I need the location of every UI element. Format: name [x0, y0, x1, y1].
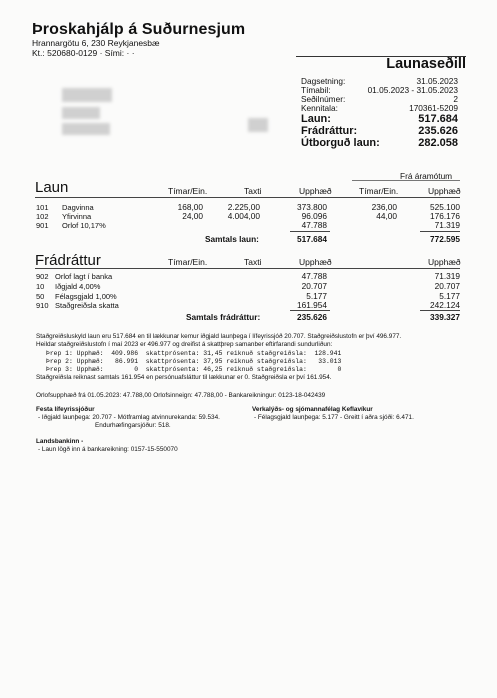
info-row: Dagsetning: 31.05.2023: [301, 76, 458, 86]
fradr-title: Frádráttur: [35, 252, 101, 269]
info-row: Tímabil: 01.05.2023 - 31.05.2023: [301, 85, 458, 95]
fradr-header-rate: Taxti: [244, 257, 262, 267]
fund-right-title: Verkalýðs- og sjómannafélag Keflavíkur: [252, 406, 373, 413]
fradr-total: 235.626: [297, 312, 327, 322]
laun-ytd-total: 772.595: [430, 234, 460, 244]
laun-sum-rule: [290, 231, 330, 232]
org-name: Þroskahjálp á Suðurnesjum: [32, 21, 246, 38]
ytd-label: Frá áramótum: [400, 171, 453, 181]
fund-left-line-2: Endurhæfingarsjóður: 518.: [95, 422, 171, 429]
orlof-line: Orlofsupphæð frá 01.05.2023: 47.788,00 Orlofsinneign: 47.788,00 - Bankareikningur: 0123-18-042439: [36, 392, 326, 399]
fradr-header-rule: [35, 268, 460, 269]
bank-line: - Laun lögð inn á bankareikning: 0157-15-550070: [38, 446, 178, 453]
redacted-mark: [248, 118, 268, 132]
tax-line-2: Heildar staðgreiðslustofn í maí 2023 er 496.977 og dreifist á skattþrep samanber eftirfarandi sundurliðun:: [36, 341, 333, 348]
laun-header-units: Tímar/Ein.: [168, 186, 208, 196]
bank-title: Landsbankinn -: [36, 438, 84, 445]
doc-title: Launaseðill: [386, 56, 466, 72]
laun-header-rule: [35, 197, 460, 198]
info-row-fradrattur: Frádráttur: 235.626: [301, 125, 458, 137]
fradr-header-amount: Upphæð: [299, 257, 332, 267]
fund-left-title: Festa lífeyrissjóður: [36, 406, 95, 413]
org-address: Hrannargötu 6, 230 Reykjanesbæ: [32, 38, 160, 48]
tax-step-1: Þrep 1: Upphæð: 409.986 skattprósenta: 31,45 reiknuð staðgreiðsla: 128.941: [46, 350, 342, 357]
fradr-ytd-total: 339.327: [430, 312, 460, 322]
fradr-total-label: Samtals frádráttur:: [186, 312, 261, 322]
tax-step-2: Þrep 2: Upphæð: 86.991 skattprósenta: 37,95 reiknuð staðgreiðsla: 33.013: [46, 358, 342, 365]
fradr-header-units: Tímar/Ein.: [168, 257, 208, 267]
redacted-name: [62, 88, 112, 102]
fund-right-line-1: - Félagsgjald launþega: 5.177 - Greitt í aðra sjóði: 6.471.: [254, 414, 414, 421]
laun-title: Laun: [35, 179, 69, 196]
laun-header-amount: Upphæð: [299, 186, 332, 196]
fradr-ytd-sum-rule: [420, 310, 460, 311]
laun-total-label: Samtals laun:: [205, 234, 259, 244]
tax-line-3: Staðgreiðsla reiknast samtals 161.954 en persónuafsláttur til lækkunar er 0. Staðgreiðsla er því 161.954.: [36, 374, 332, 381]
fund-left-line-1: - Iðgjald launþega: 20.707 - Mótframlag atvinnurekanda: 59.534.: [38, 414, 220, 421]
fradr-header-ytd-amount: Upphæð: [428, 257, 461, 267]
ytd-rule: [352, 180, 460, 181]
laun-header-rate: Taxti: [244, 186, 262, 196]
info-row: Seðilnúmer: 2: [301, 94, 458, 104]
tax-step-3: Þrep 3: Upphæð: 0 skattprósenta: 46,25 reiknuð staðgreiðsla: 0: [46, 366, 342, 373]
info-row-utborgud: Útborguð laun: 282.058: [301, 137, 458, 149]
laun-header-ytd-units: Tímar/Ein.: [359, 186, 399, 196]
org-kt-line: Kt.: 520680-0129 · Sími: · ·: [32, 48, 135, 58]
laun-ytd-sum-rule: [420, 231, 460, 232]
redacted-city: [62, 123, 110, 135]
info-row-laun: Laun: 517.684: [301, 113, 458, 125]
info-row: Kennitala: 170361-5209: [301, 103, 458, 113]
laun-total: 517.684: [297, 234, 327, 244]
fradr-sum-rule: [290, 310, 330, 311]
laun-header-ytd-amount: Upphæð: [428, 186, 461, 196]
redacted-address: [62, 107, 100, 119]
tax-line-1: Staðgreiðsluskyld laun eru 517.684 en til lækkunar kemur iðgjald launþega í lífeyrissjóð 20.707. Staðgreiðslustofn er því 496.977.: [36, 333, 402, 340]
payslip-page: Þroskahjálp á Suðurnesjum Hrannargötu 6, 230 Reykjanesbæ Kt.: 520680-0129 · Sími: · · Launaseðill Dagsetning: 31.05.2023 Tímabil: 01.05.2023 - 31.05.2023 Seðilnúmer: 2 Kennitala: 170361-5209 Laun: 517.684 Frádráttur: 235.626 Útborguð laun: 282.058 Frá áramótum Laun Tímar/Ein. Taxti Upphæð Tímar/Ein. Upphæð 101 Dagvinna 168,00 2.225,00 373.800 236,00 525.100 102 Yfirvinna 24,00 4.004,00 96.096 44,00 176.176 901 Orlof 10,17% 47.788 71.319 Samtals laun: 517.684 772.595 Frádráttur Tímar/Ein. Taxti Upphæð Upphæð 902 Orlof lagt í banka 47.788 71.319 10 Iðgjald 4,00% 20.707 20.707 50 Félagsgjald 1,00% 5.177 5.177 910 Staðgreiðsla skatta 161.954 242.124 Samtals frádráttur: 235.626 339.327 Staðgreiðsluskyld laun eru 517.684 en til lækkunar kemur iðgjald launþega í lífeyrissjóð 20.707. Staðgreiðslustofn er því 496.977. Heildar staðgreiðslustofn í maí 2023 er 496.977 og dreifist á skattþrep samanber eftirfarandi sundurliðun: Þrep 1: Upphæð: 409.986 skattprósenta: 31,45 reiknuð staðgreiðsla: 128.941 Þrep 2: Upphæð: 86.991 skattprósenta: 37,95 reiknuð staðgreiðsla: 33.013 Þrep 3: Upphæð: 0 skattprósenta: 46,25 reiknuð staðgreiðsla: 0 Staðgreiðsla reiknast samtals 161.954 en persónuafsláttur til lækkunar er 0. Staðgreiðsla er því 161.954. Orlofsupphæð frá 01.05.2023: 47.788,00 Orlofsinneign: 47.788,00 - Bankareikningur: 0123-18-042439 Festa lífeyrissjóður - Iðgjald launþega: 20.707 - Mótframlag atvinnurekanda: 59.534. Endurhæfingarsjóður: 518. Verkalýðs- og sjómannafélag Keflavíkur - Félagsgjald launþega: 5.177 - Greitt í aðra sjóði: 6.471. Landsbankinn - - Laun lögð inn á bankareikning: 0157-15-550070: [0, 0, 497, 698]
